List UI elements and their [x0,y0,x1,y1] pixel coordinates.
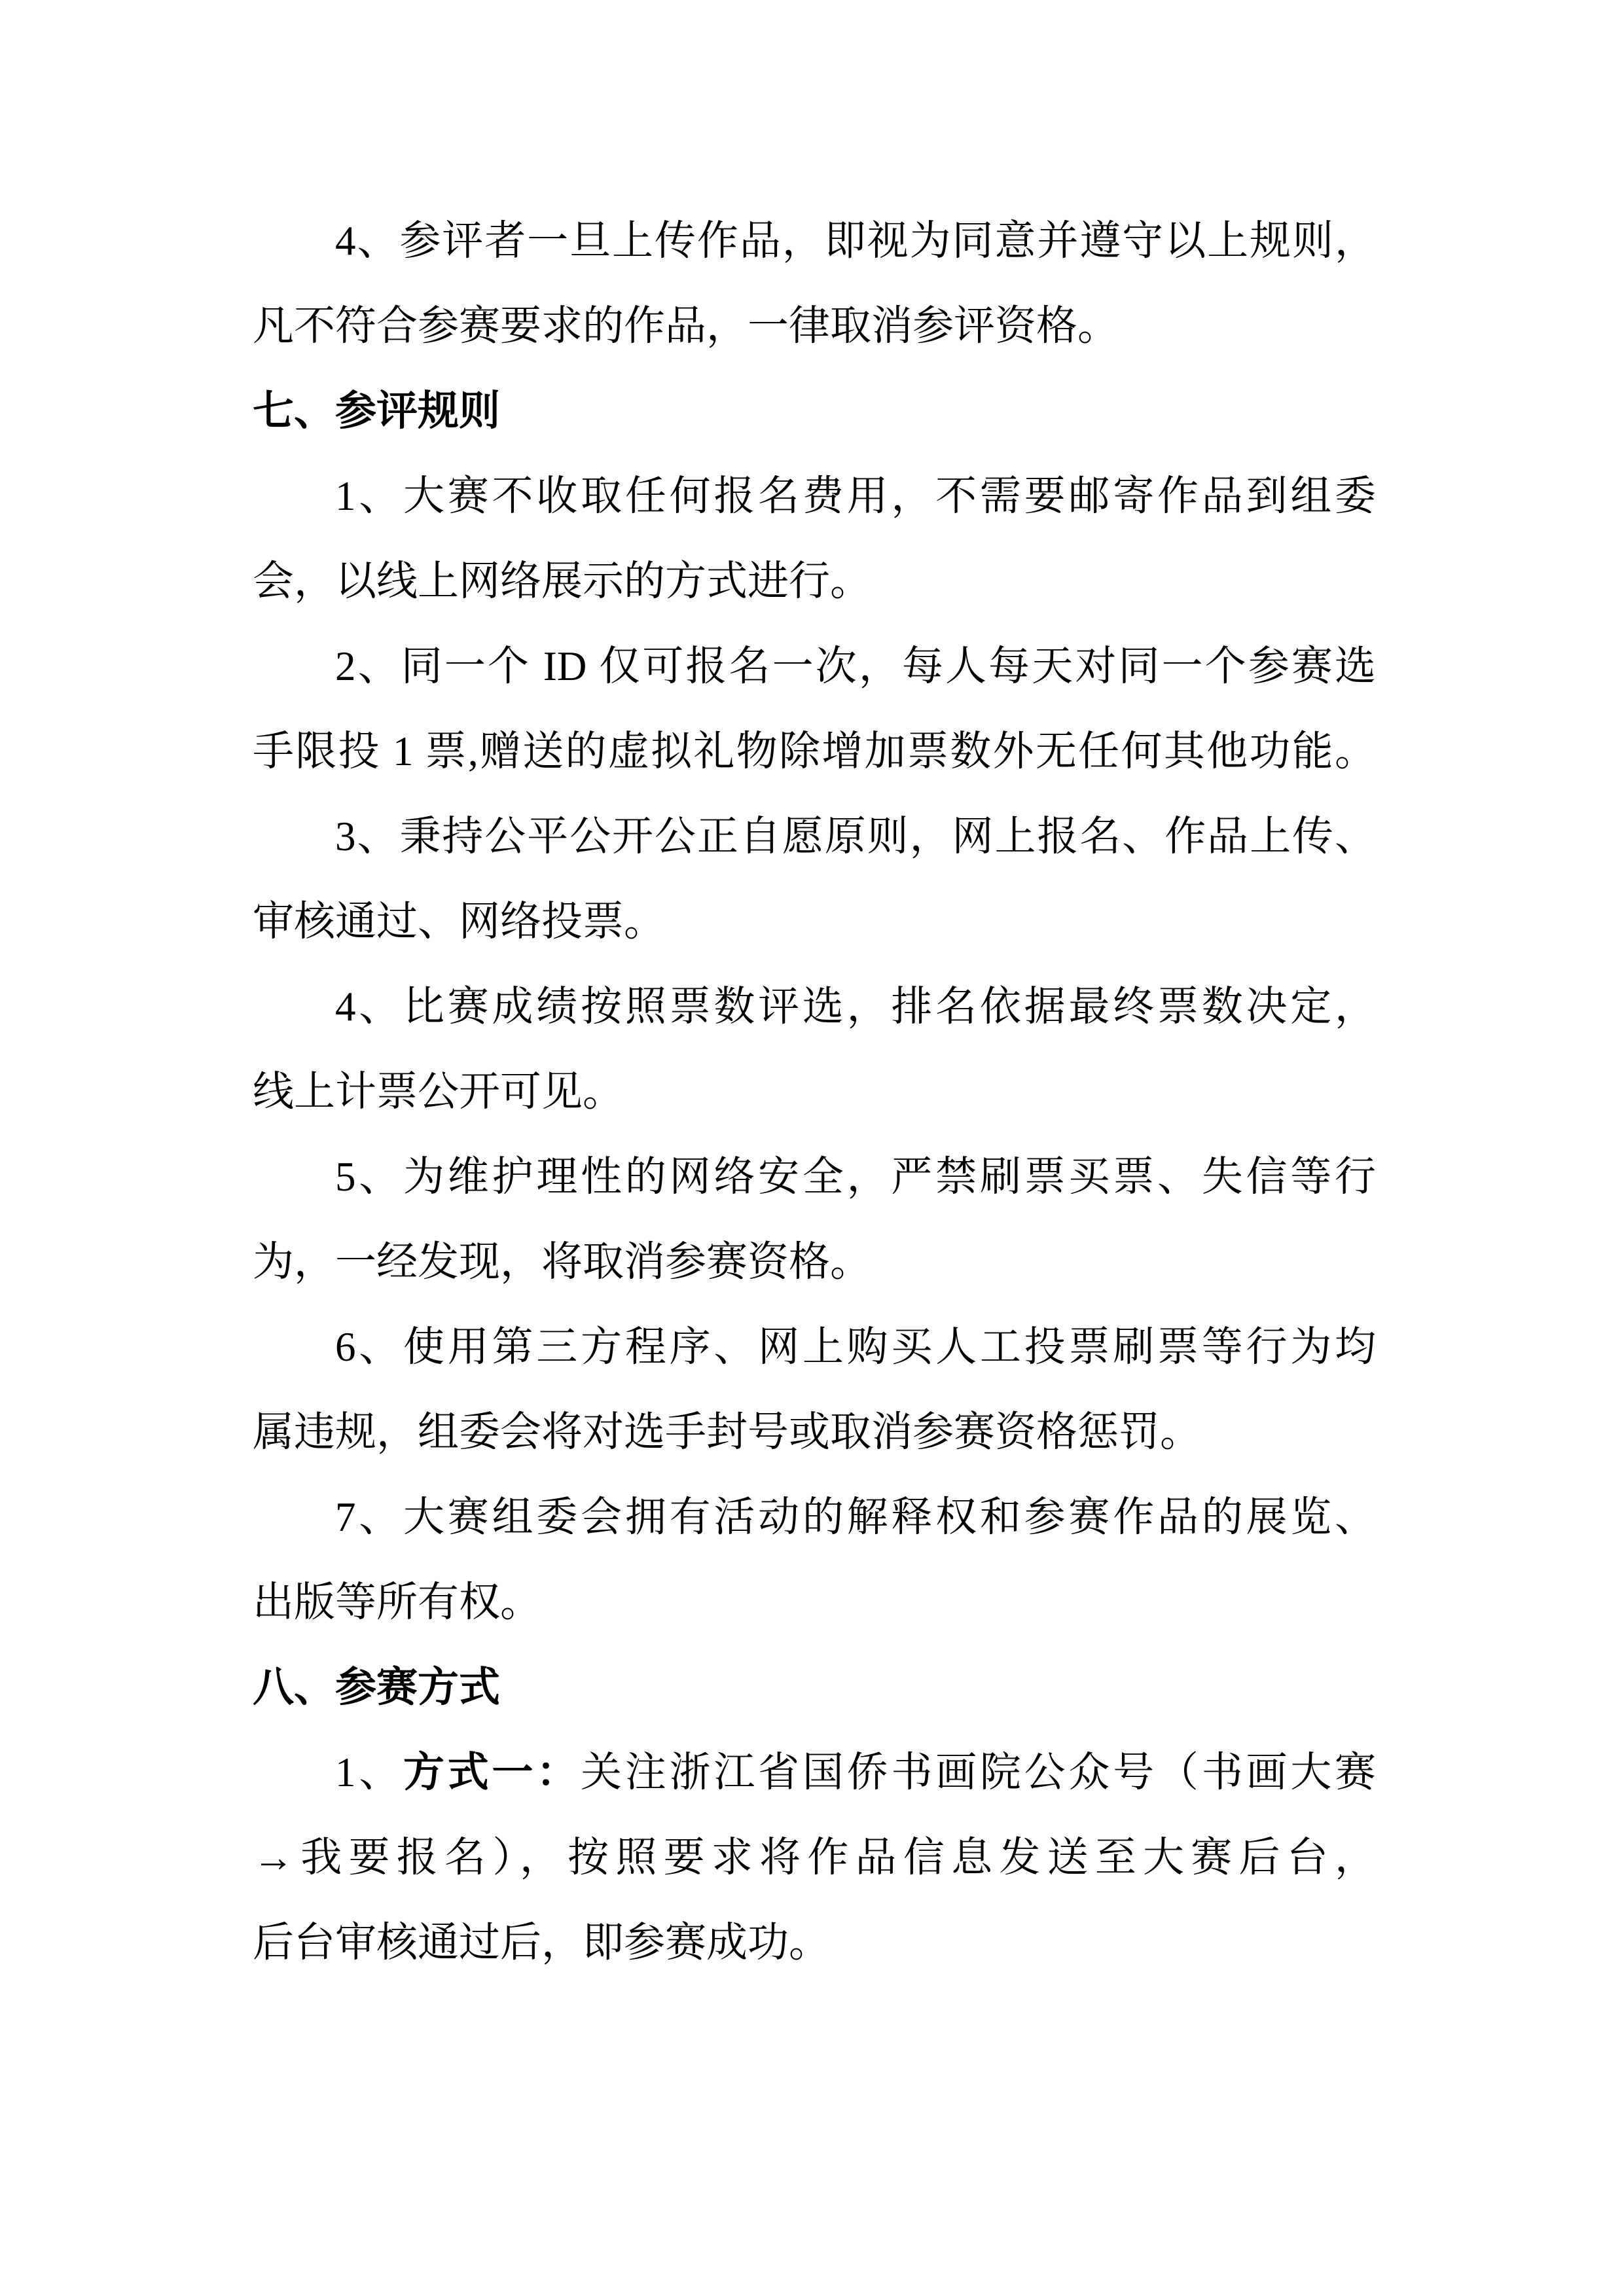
method1-number: 1、 [335,1749,404,1795]
section-heading-seven-review-rules: 七、参评规则 [253,388,500,434]
paragraph-line-rule4-a: 4、比赛成绩按照票数评选，排名依据最终票数决定， [335,984,1376,1030]
paragraph-line-rule6-b: 属违规，组委会将对选手封号或取消参赛资格惩罚。 [253,1409,1201,1455]
paragraph-line-method1-c: 后台审核通过后，即参赛成功。 [253,1920,830,1965]
paragraph-line-rule5-a: 5、为维护理性的网络安全，严禁刷票买票、失信等行 [335,1154,1376,1200]
paragraph-line-rule4-b: 线上计票公开可见。 [253,1069,624,1115]
paragraph-line-rule3-a: 3、秉持公平公开公正自愿原则，网上报名、作品上传、 [335,814,1376,859]
method1-text: 关注浙江省国侨书画院公众号（书画大赛 [581,1749,1377,1795]
paragraph-line-rule1-a: 1、大赛不收取任何报名费用，不需要邮寄作品到组委 [335,473,1376,519]
section-heading-eight-entry-method: 八、参赛方式 [253,1664,500,1710]
paragraph-line-rule2-a: 2、同一个 ID 仅可报名一次，每人每天对同一个参赛选 [335,643,1376,689]
paragraph-line-rule5-b: 为，一经发现，将取消参赛资格。 [253,1239,871,1285]
paragraph-line-rules-intro-2: 凡不符合参赛要求的作品，一律取消参评资格。 [253,303,1119,349]
paragraph-line-rule1-b: 会，以线上网络展示的方式进行。 [253,558,871,604]
paragraph-line-rule6-a: 6、使用第三方程序、网上购买人工投票刷票等行为均 [335,1324,1376,1370]
paragraph-line-rule7-a: 7、大赛组委会拥有活动的解释权和参赛作品的展览、 [335,1494,1376,1540]
document-body [253,198,1376,1985]
paragraph-line-rule7-b: 出版等所有权。 [253,1579,541,1625]
paragraph-line-method1-b: →我要报名），按照要求将作品信息发送至大赛后台， [253,1835,1376,1880]
paragraph-line-rules-intro-1: 4、参评者一旦上传作品，即视为同意并遵守以上规则， [335,218,1376,264]
method1-bold-label: 方式一： [403,1749,581,1795]
paragraph-line-rule2-b: 手限投 1 票,赠送的虚拟礼物除增加票数外无任何其他功能。 [253,728,1376,774]
paragraph-line-rule3-b: 审核通过、网络投票。 [253,899,665,944]
paragraph-line-method1-a [253,1730,1376,1815]
